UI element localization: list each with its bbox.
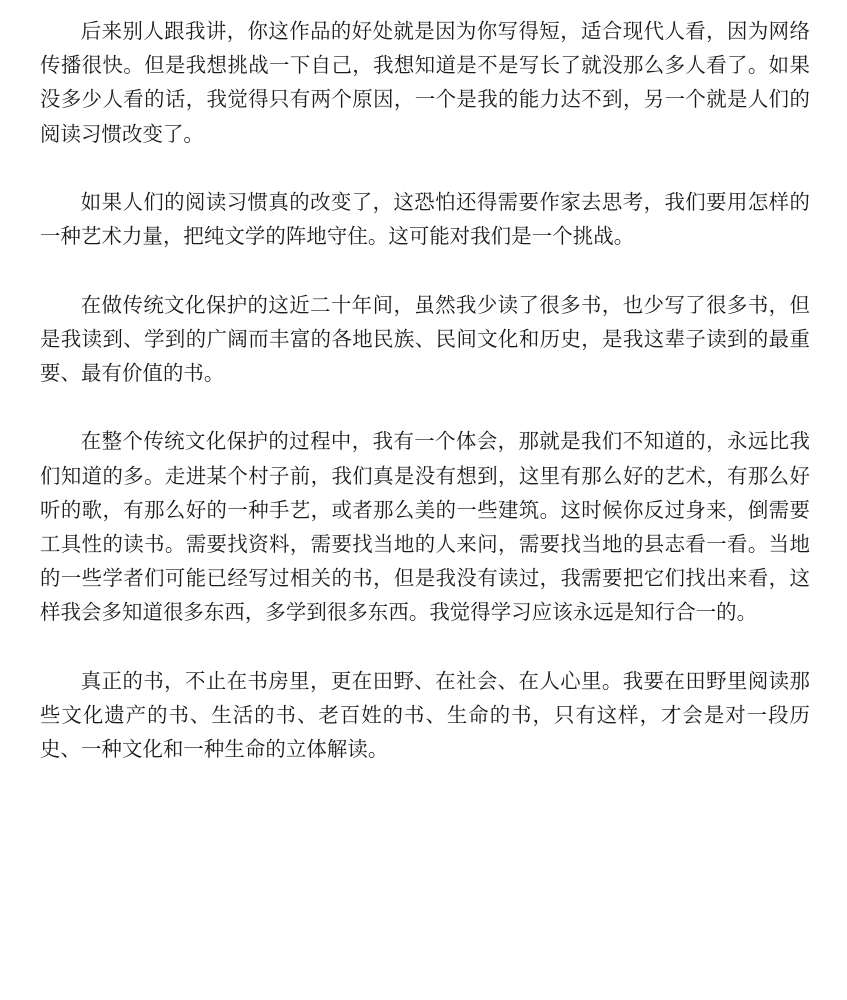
paragraph-2: 如果人们的阅读习惯真的改变了，这恐怕还得需要作家去思考，我们要用怎样的一种艺术力量，把纯文学的阵地守住。这可能对我们是一个挑战。 [40,190,810,249]
paragraph-3: 在做传统文化保护的这近二十年间，虽然我少读了很多书，也少写了很多书，但是我读到、学到的广阔而丰富的各地民族、民间文化和历史，是我这辈子读到的最重要、最有价值的书。 [40,292,810,385]
paragraph-1: 后来别人跟我讲，你这作品的好处就是因为你写得短，适合现代人看，因为网络传播很快。但是我想挑战一下自己，我想知道是不是写长了就没那么多人看了。如果没多少人看的话，我觉得只有两个原因，一个是我的能力达不到，另一个就是人们的阅读习惯改变了。 [40,19,810,146]
paragraph-4: 在整个传统文化保护的过程中，我有一个体会，那就是我们不知道的，永远比我们知道的多。走进某个村子前，我们真是没有想到，这里有那么好的艺术，有那么好听的歌，有那么好的一种手艺，或者那么美的一些建筑。这时候你反过身来，倒需要工具性的读书。需要找资料，需要找当地的人来问，需要找当地的县志看一看。当地的一些学者们可能已经写过相关的书，但是我没有读过，我需要把它们找出来看，这样我会多知道很多东西，多学到很多东西。我觉得学习应该永远是知行合一的。 [40,429,810,625]
paragraph-5: 真正的书，不止在书房里，更在田野、在社会、在人心里。我要在田野里阅读那些文化遗产的书、生活的书、老百姓的书、生命的书，只有这样，才会是对一段历史、一种文化和一种生命的立体解读。 [40,668,810,762]
article-body [40,14,810,766]
